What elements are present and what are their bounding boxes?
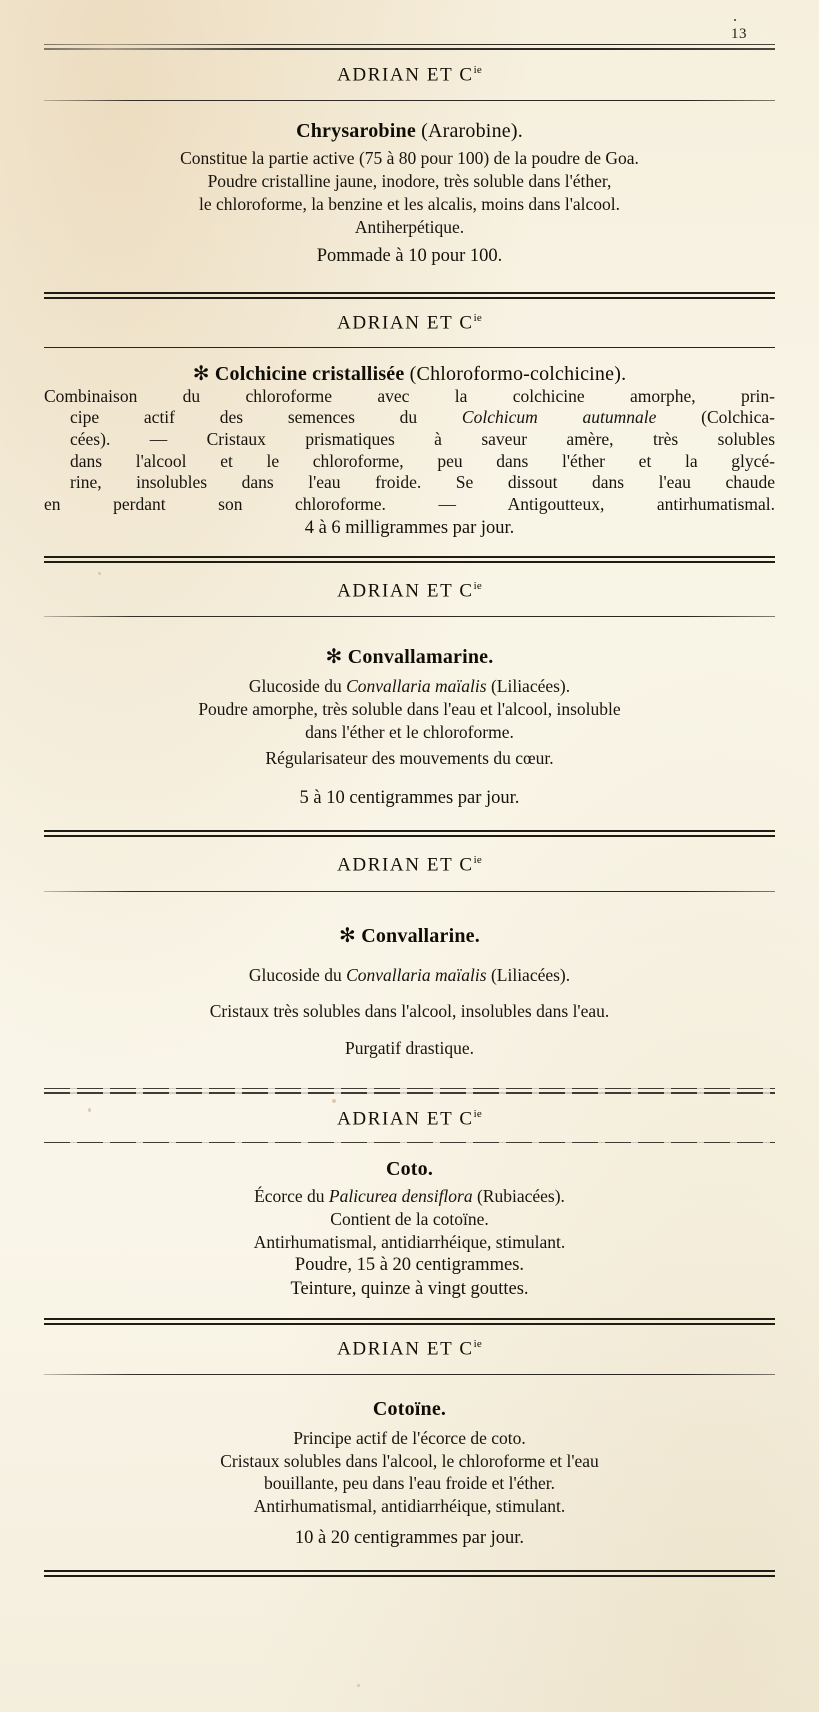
entry-title: Chrysarobine (Ararobine).	[296, 120, 523, 143]
entry-chrysarobine	[44, 120, 775, 268]
page-number: 13	[731, 26, 747, 43]
firm-header: ADRIAN ET $C^{ie}$	[337, 1337, 482, 1359]
firm-header: ADRIAN ET $C^{ie}$	[337, 64, 482, 86]
entry-line: dans l'éther et le chloroforme.	[305, 721, 514, 742]
entry-line: Constitue la partie active (75 à 80 pour 100) de la poudre de Goa.	[180, 148, 639, 169]
firm-header: ADRIAN ET $C^{ie}$	[337, 579, 482, 602]
entry-line: Poudre amorphe, très soluble dans l'eau et l'alcool, insoluble	[198, 698, 621, 719]
entry-line: le chloroforme, la benzine et les alcalis, moins dans l'alcool.	[198, 193, 621, 214]
entry-paragraph	[44, 386, 775, 516]
firm-header: ADRIAN ET $C^{ie}$	[337, 854, 482, 876]
entry-dose: Pommade à 10 pour 100.	[316, 246, 503, 267]
asterisk-icon: ✻	[325, 646, 343, 669]
entry-dose: 4 à 6 milligrammes par jour.	[304, 517, 515, 538]
asterisk-icon: ✻	[192, 362, 210, 385]
entry-dose: Teinture, quinze à vingt gouttes.	[290, 1279, 529, 1300]
entry-dose: Poudre, 15 à 20 centigrammes.	[294, 1255, 525, 1276]
entry-line: en perdant son chloroforme. — Antigoutteux, antirhumatismal.	[44, 494, 775, 515]
paper-speck	[357, 1684, 360, 1687]
entry-line: Cristaux très solubles dans l'alcool, insolubles dans l'eau.	[209, 1001, 610, 1022]
species-name: Palicurea densiflora	[328, 1186, 473, 1207]
ink-speck	[734, 19, 736, 21]
entry-cotoine	[44, 1398, 775, 1550]
species-line: Écorce du Palicurea densiflora (Rubiacées).	[254, 1186, 565, 1207]
paper-speck	[98, 572, 101, 575]
entry-coto	[44, 1158, 775, 1301]
species-name: Convallaria maïalis	[346, 676, 487, 697]
entry-line: Purgatif drastique.	[345, 1038, 474, 1059]
species-line: Glucoside du Convallaria maïalis (Liliacées).	[248, 964, 571, 985]
entry-dose: 10 à 20 centigrammes par jour.	[294, 1527, 525, 1548]
entry-title: Cotoïne.	[372, 1397, 447, 1420]
species-name: Colchicum autumnale	[461, 407, 657, 428]
paper-speck	[332, 1099, 336, 1103]
entry-line: Cristaux solubles dans l'alcool, le chloroforme et l'eau	[220, 1450, 599, 1471]
firm-header: ADRIAN ET $C^{ie}$	[337, 312, 482, 334]
entry-title: Coto.	[385, 1158, 434, 1181]
entry-title: ✻ Convallarine.	[339, 924, 480, 947]
species-line: Glucoside du Convallaria maïalis (Liliacées).	[248, 676, 571, 697]
paper-speck	[88, 1108, 91, 1112]
entry-line: Régularisateur des mouvements du cœur.	[265, 748, 554, 769]
entry-line: Poudre cristalline jaune, inodore, très soluble dans l'éther,	[207, 171, 612, 192]
entry-line: Antirhumatismal, antidiarrhéique, stimulant.	[253, 1231, 566, 1252]
entry-line: cipe actif des semences du Colchicum autumnale (Colchica-	[70, 407, 776, 428]
entry-dose: 5 à 10 centigrammes par jour.	[299, 788, 520, 809]
entry-line: cées). — Cristaux prismatiques à saveur amère, très solubles	[70, 429, 775, 450]
firm-header: ADRIAN ET $C^{ie}$	[337, 1107, 482, 1130]
entry-colchicine	[44, 361, 775, 540]
entry-line: bouillante, peu dans l'eau froide et l'éther.	[263, 1473, 556, 1494]
entry-line: Antirhumatismal, antidiarrhéique, stimulant.	[253, 1496, 566, 1517]
entry-line: Combinaison du chloroforme avec la colchicine amorphe, prin-	[44, 385, 775, 406]
entry-line: Antiherpétique.	[354, 216, 465, 237]
entry-convallarine	[44, 923, 775, 1060]
asterisk-icon: ✻	[339, 924, 357, 947]
entry-line: rine, insolubles dans l'eau froide. Se dissout dans l'eau chaude	[70, 472, 775, 493]
entry-title: ✻ Colchicine cristallisée (Chloroformo-colchicine).	[192, 362, 627, 385]
entry-line: Contient de la cotoïne.	[330, 1208, 489, 1229]
entry-convallamarine	[44, 644, 775, 810]
species-name: Convallaria maïalis	[346, 964, 487, 985]
entry-line: dans l'alcool et le chloroforme, peu dans l'éther et la glycé-	[70, 450, 775, 471]
entry-line: Principe actif de l'écorce de coto.	[293, 1427, 526, 1448]
entry-title: ✻ Convallamarine.	[325, 646, 494, 669]
